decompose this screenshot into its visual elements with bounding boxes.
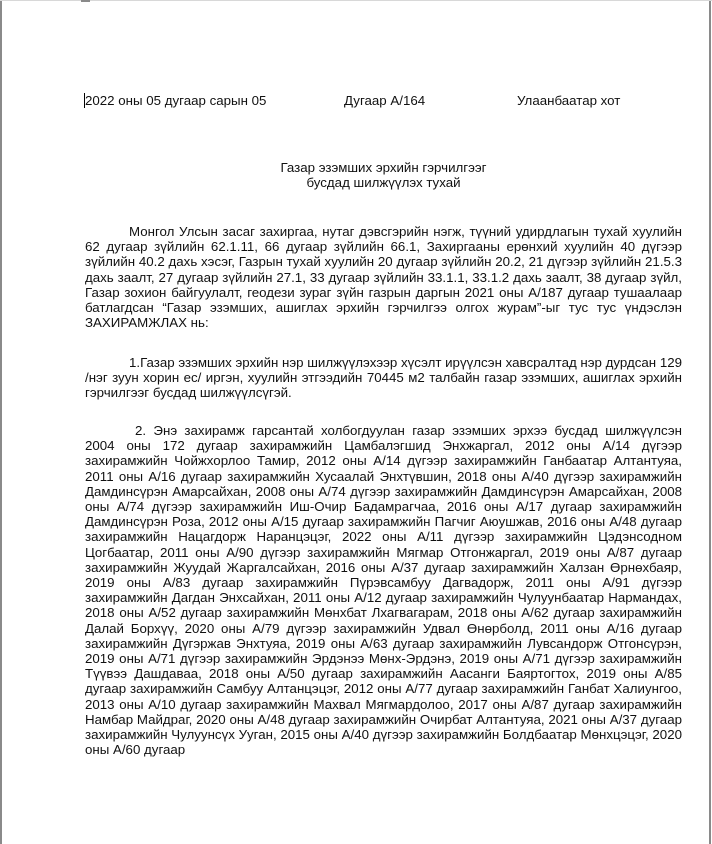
page-top-border xyxy=(0,0,712,1)
title-line-2: бусдад шилжүүлэх тухай xyxy=(306,175,461,191)
clause-1-paragraph: 1.Газар эзэмших эрхийн нэр шилжүүлэхээр хүсэлт ирүүлсэн хавсралтад нэр дурдсан 129 /нэг зуун хорин ес/ иргэн, хуулийн этгээдийн 70445 м2 талбайн газар эзэмших, ашиглах эрхийн гэрчилгээг бусдад шилжүүлсүгэй. xyxy=(85,355,683,401)
document-number: Дугаар А/164 xyxy=(344,93,426,108)
ruler-indent-marker[interactable] xyxy=(81,0,90,2)
document-place: Улаанбаатар хот xyxy=(517,93,621,108)
document-date: 2022 оны 05 дугаар сарын 05 xyxy=(85,93,267,108)
page-left-border xyxy=(0,1,2,844)
title-line-1: Газар эзэмших эрхийн гэрчилгээг xyxy=(280,160,487,175)
preamble-paragraph: Монгол Улсын засаг захиргаа, нутаг дэвсгэрийн нэгж, түүний удирдлагын тухай хуулийн 62 дугаар зүйлийн 62.1.11, 66 дугаар зүйлийн 66.1, Захиргааны ерөнхий хуулийн 40 дүгээр зүйлийн 40.2 дахь хэсэг, Газрын тухай хуулийн 20 дугаар зүйлийн 20.2, 21 дүгээр зүйлийн 21.5.3 дахь заалт, 27 дугаар зүйлийн 27.1, 33 дугаар зүйлийн 33.1.1, 33.1.2 дахь заалт, 38 дугаар зүйл, Газар зохион байгуулалт, геодези зураг зүйн газрын даргын 2021 оны А/187 дугаар тушаалаар батлагдсан “Газар эзэмших, ашиглах эрхийн гэрчилгээ олгох журам”-ыг тус тус үндэслэн ЗАХИРАМЖЛАХ нь: xyxy=(85,224,682,331)
document-header-line xyxy=(85,93,682,109)
page-right-border xyxy=(709,1,711,844)
clause-2-paragraph: 2. Энэ захирамж гарсантай холбогдуулан газар эзэмших эрхээ бусдад шилжүүлсэн 2004 оны 172 дугаар захирамжийн Цамбалэгшид Энхжаргал, 2012 оны А/14 дүгээр захирамжийн Чойжхорлоо Тамир, 2012 оны А/14 дүгээр захирамжийн Ганбаатар Алтантуяа, 2011 оны А/16 дугаар захирамжийн Хусаалай Энхтүвшин, 2018 оны А/40 дүгээр захирамжийн Дамдинсүрэн Амарсайхан, 2008 оны А/74 дүгээр захирамжийн Дамдинсүрэн Амарсайхан, 2008 оны А/74 дүгээр захирамжийн Иш-Очир Бадамрагчаа, 2016 оны А/17 дугаар захирамжийн Дамдинсүрэн Роза, 2012 оны А/15 дугаар захирамжийн Пагчиг Аюушжав, 2016 оны А/48 дугаар захирамжийн Нацагдорж Наранцэцэг, 2022 оны А/11 дүгээр захирамжийн Цэдэнсодном Цогбаатар, 2011 оны А/90 дүгээр захирамжийн Мягмар Отгонжаргал, 2019 оны А/87 дугаар захирамжийн Жуудай Жаргалсайхан, 2016 оны А/37 дугаар захирамжийн Халзан Өрнөхбаяр, 2019 оны А/83 дугаар захирамжийн Пүрэвсамбуу Дагвадорж, 2011 оны А/91 дүгээр захирамжийн Дагдан Энхсайхан, 2011 оны А/12 дугаар захирамжийн Чулуунбаатар Нармандах, 2018 оны А/52 дугаар захирамжийн Мөнхбат Лхагвагарам, 2018 оны А/62 дугаар захирамжийн Далай Борхүү, 2020 оны А/79 дүгээр захирамжийн Удвал Өнөрболд, 2011 оны А/16 дугаар захирамжийн Дүгэржав Энхтуяа, 2019 оны А/63 дугаар захирамжийн Лувсандорж Отгонсүрэн, 2019 оны А/71 дүгээр захирамжийн Эрдэнээ Мөнх-Эрдэнэ, 2019 оны А/71 дүгээр захирамжийн Түүвээ Дашдаваа, 2018 оны А/50 дугаар захирамжийн Аасанги Баяртогтох, 2019 оны А/85 дугаар захирамжийн Самбуу Алтанцэцэг, 2012 оны А/77 дугаар захирамжийн Ганбат Халиунгоо, 2013 оны А/10 дугаар захирамжийн Махвал Мягмардолоо, 2017 оны А/87 дугаар захирамжийн Намбар Майдраг, 2020 оны А/48 дугаар захирамжийн Очирбат Алтантуяа, 2021 оны А/37 дугаар захирамжийн Чулуунсүх Ууган, 2015 оны А/40 дүгээр захирамжийн Болдбаатар Мөнхцэцэг, 2020 оны А/60 дугаар xyxy=(85,423,682,758)
document-title xyxy=(85,160,682,190)
